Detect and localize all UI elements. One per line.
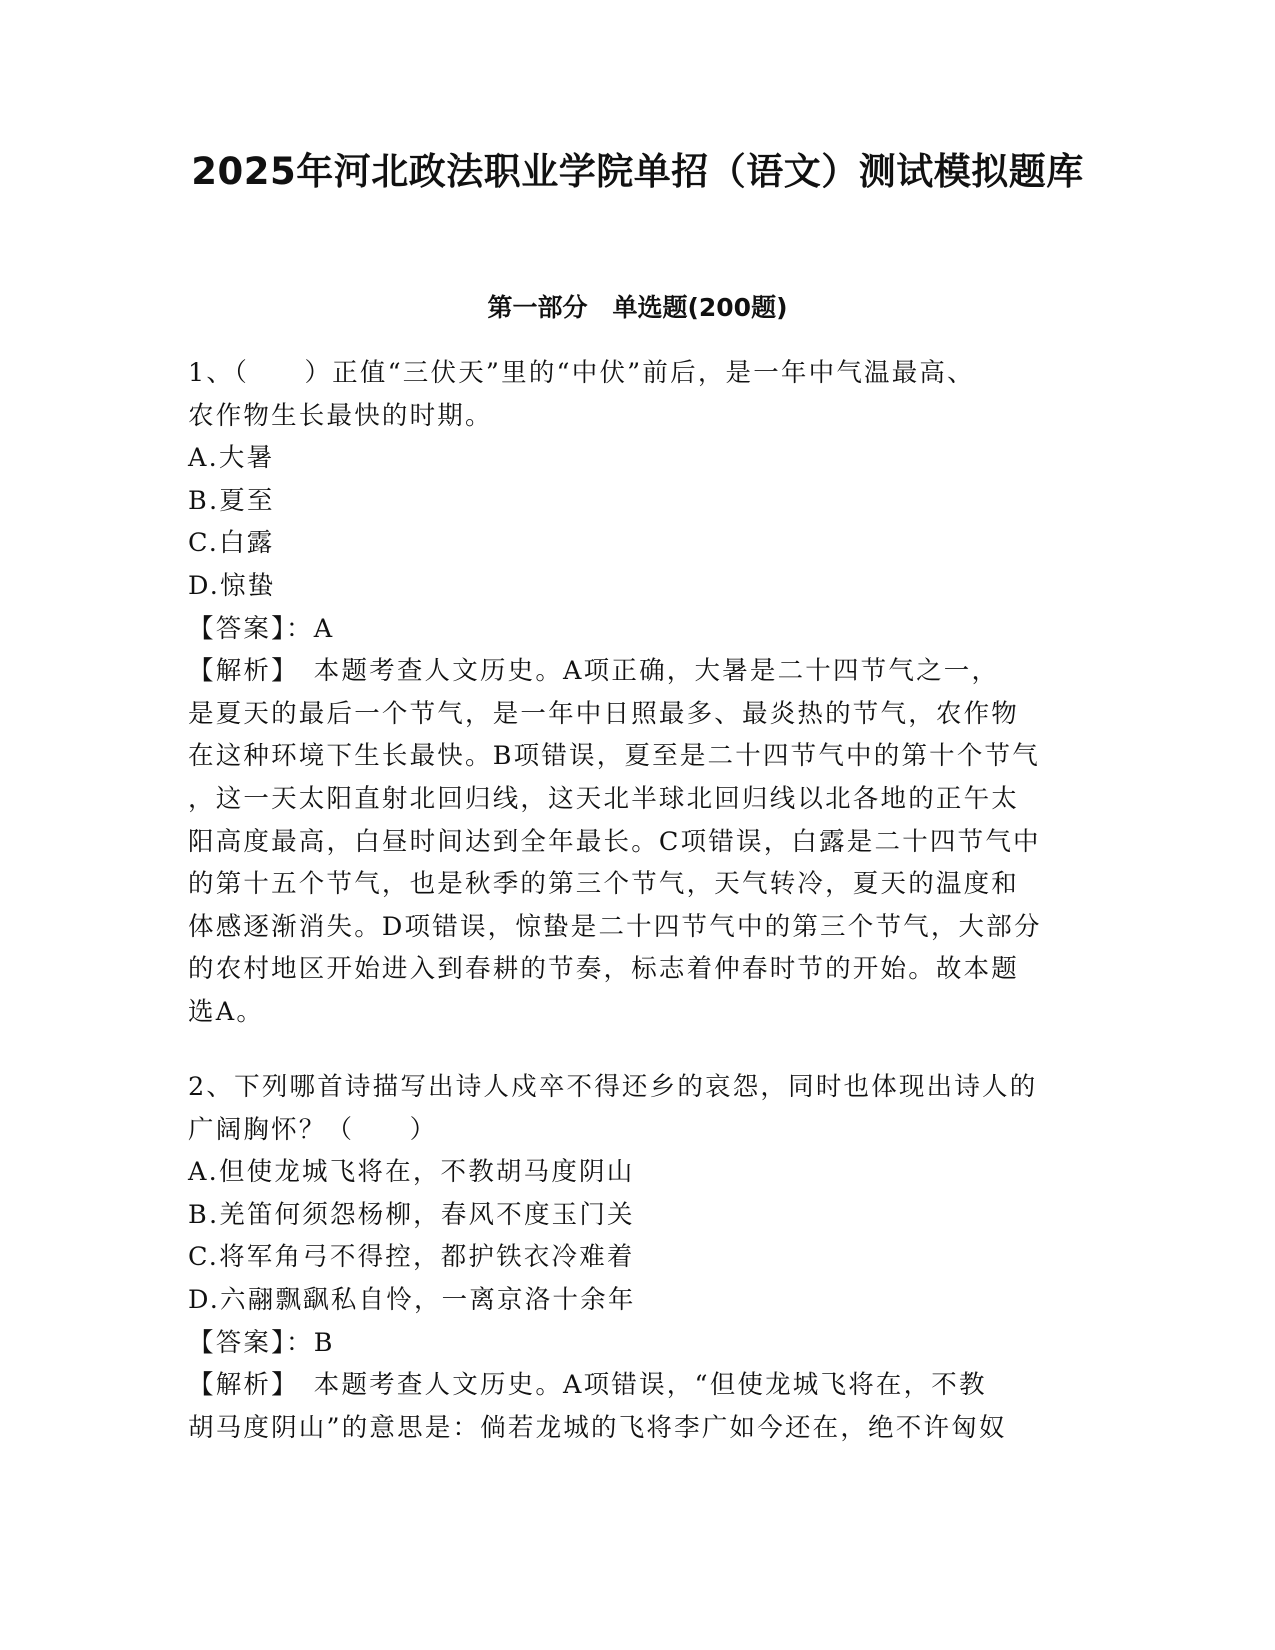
answer-line: 【答案】：B bbox=[188, 1327, 335, 1358]
option-c: C.将军角弓不得控，都护铁衣冷难着 bbox=[188, 1242, 635, 1273]
document-title: 2025年河北政法职业学院单招（语文）测试模拟题库 bbox=[191, 150, 1084, 193]
question-stem-line: 广阔胸怀？（ ） bbox=[188, 1114, 438, 1145]
analysis-line: 【解析】 本题考查人文历史。A项错误，“但使龙城飞将在，不教 bbox=[188, 1370, 987, 1401]
option-b: B.夏至 bbox=[188, 485, 275, 516]
question-stem-line: 2、下列哪首诗描写出诗人戍卒不得还乡的哀怨，同时也体现出诗人的 bbox=[188, 1072, 1038, 1102]
analysis-line: 体感逐渐消失。D项错误，惊蛰是二十四节气中的第三个节气，大部分 bbox=[188, 911, 1042, 942]
question-stem-line: 农作物生长最快的时期。 bbox=[188, 400, 493, 431]
analysis-line: 在这种环境下生长最快。B项错误，夏至是二十四节气中的第十个节气 bbox=[188, 741, 1040, 772]
analysis-line: 选A。 bbox=[188, 996, 265, 1027]
section-heading: 第一部分 单选题(200题) bbox=[487, 293, 788, 322]
analysis-line: 是夏天的最后一个节气，是一年中日照最多、最炎热的节气，农作物 bbox=[188, 698, 1020, 729]
analysis-line: ，这一天太阳直射北回归线，这天北半球北回归线以北各地的正午太 bbox=[188, 783, 1020, 814]
question-stem-line: 1、（ ）正值“三伏天”里的“中伏”前后，是一年中气温最高、 bbox=[188, 358, 975, 388]
analysis-line: 的第十五个节气，也是秋季的第三个节气，天气转冷，夏天的温度和 bbox=[188, 869, 1020, 900]
question-2 bbox=[188, 1066, 1083, 1449]
analysis-line: 的农村地区开始进入到春耕的节奏，标志着仲春时节的开始。故本题 bbox=[188, 954, 1020, 985]
question-1 bbox=[188, 352, 1083, 1034]
answer-line: 【答案】：A bbox=[188, 613, 335, 644]
option-a: A.大暑 bbox=[188, 443, 275, 474]
analysis-line: 【解析】 本题考查人文历史。A项正确，大暑是二十四节气之一， bbox=[188, 656, 1000, 687]
option-c: C.白露 bbox=[188, 528, 275, 559]
option-a: A.但使龙城飞将在，不教胡马度阴山 bbox=[188, 1157, 635, 1188]
analysis-line: 阳高度最高，白昼时间达到全年最长。C项错误，白露是二十四节气中 bbox=[188, 826, 1041, 857]
option-d: D.六翮飘飖私自怜，一离京洛十余年 bbox=[188, 1284, 636, 1315]
option-b: B.羌笛何须怨杨柳，春风不度玉门关 bbox=[188, 1199, 635, 1230]
analysis-line: 胡马度阴山”的意思是：倘若龙城的飞将李广如今还在，绝不许匈奴 bbox=[188, 1412, 1007, 1443]
option-d: D.惊蛰 bbox=[188, 570, 276, 601]
